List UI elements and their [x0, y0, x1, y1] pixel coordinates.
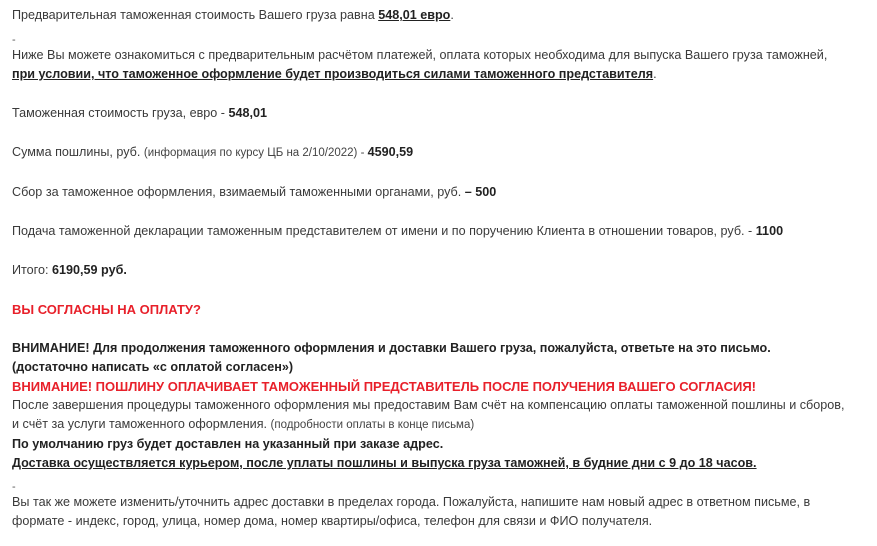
notice-condition: при условии, что таможенное оформление будет производиться силами таможенного представителя [12, 67, 654, 81]
email-body [12, 6, 872, 531]
agreement-question: ВЫ СОГЛАСНЫ НА ОПЛАТУ? [12, 302, 201, 317]
delivery-line: Доставка осуществляется курьером, после уплаты пошлины и выпуска груза таможней, в будние дни с 9 до 18 часов. [12, 456, 757, 470]
attention-line-2: (достаточно написать «с оплатой согласен») [12, 360, 294, 374]
customs-value-label: Таможенная стоимость груза, евро - [12, 106, 229, 120]
change-address-line-2: формате - индекс, город, улица, номер дома, номер квартиры/офиса, телефон для связи и ФИО получателя. [12, 514, 653, 528]
duty-note: (информация по курсу ЦБ на 2/10/2022) - [143, 147, 368, 159]
total-amount: 6190,59 руб. [52, 263, 127, 277]
fee-label: Сбор за таможенное оформления, взимаемый таможенными органами, руб. [12, 185, 465, 199]
change-address-line-1: Вы так же можете изменить/уточнить адрес доставки в пределах города. Пожалуйста, напишите нам новый адрес в ответном письме, в [12, 495, 811, 509]
declaration-line [12, 222, 872, 241]
intro-line [12, 6, 872, 25]
fee-line [12, 183, 872, 202]
customs-value-line [12, 104, 872, 123]
duty-label: Сумма пошлины, руб. [12, 145, 144, 159]
notice-end: . [653, 67, 657, 81]
after-customs-line-1: После завершения процедуры таможенного оформления мы предоставим Вам счёт на компенсацию оплаты таможенной пошлины и сборов, [12, 398, 845, 412]
duty-line [12, 143, 872, 163]
intro-text: Предварительная таможенная стоимость Вашего груза равна [12, 8, 379, 22]
separator-dot: - [12, 34, 16, 46]
total-label: Итого: [12, 263, 53, 277]
separator-dot-2: - [12, 481, 16, 493]
notice-line [12, 46, 872, 65]
fee-amount: – 500 [464, 185, 497, 199]
total-line [12, 261, 872, 280]
after-customs-text: и счёт за услуги таможенного оформления. [12, 417, 271, 431]
notice-text: Ниже Вы можете ознакомиться с предварительным расчётом платежей, оплата которых необходима для выпуска Вашего груза таможней, [12, 48, 828, 62]
duty-amount: 4590,59 [367, 145, 414, 159]
declaration-label: Подача таможенной декларации таможенным представителем от имени и по поручению Клиента в отношении товаров, руб. - [12, 224, 756, 238]
attention-line-1: ВНИМАНИЕ! Для продолжения таможенного оформления и доставки Вашего груза, пожалуйста, ответьте на это письмо. [12, 341, 771, 355]
intro-value: 548,01 евро [378, 8, 451, 22]
after-customs-note: (подробности оплаты в конце письма) [270, 419, 475, 431]
after-customs-line-2 [12, 415, 872, 435]
declaration-amount: 1100 [755, 224, 784, 238]
intro-end: . [450, 8, 454, 22]
customs-value-amount: 548,01 [228, 106, 268, 120]
default-address-line: По умолчанию груз будет доставлен на указанный при заказе адрес. [12, 437, 444, 451]
notice-condition-line [12, 65, 872, 84]
attention-red-warning: ВНИМАНИЕ! ПОШЛИНУ ОПЛАЧИВАЕТ ТАМОЖЕННЫЙ ПРЕДСТАВИТЕЛЬ ПОСЛЕ ПОЛУЧЕНИЯ ВАШЕГО СОГЛАСИЯ! [12, 379, 757, 394]
